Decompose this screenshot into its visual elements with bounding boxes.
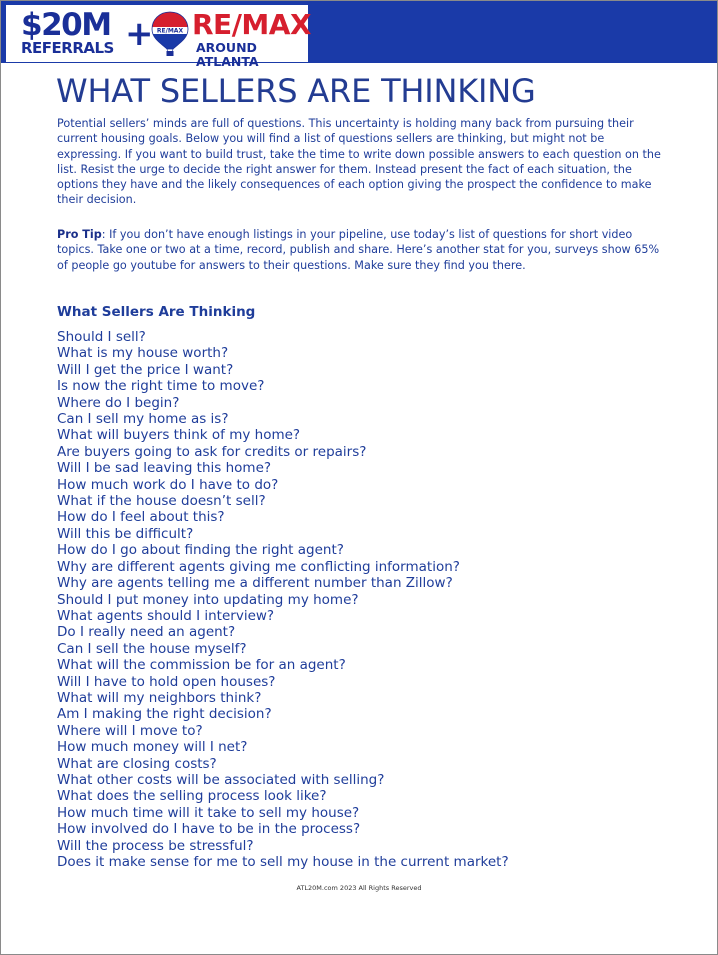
question-item: Should I sell? xyxy=(57,329,146,345)
question-item: How involved do I have to be in the process? xyxy=(57,821,361,838)
question-item: Where do I begin? xyxy=(57,394,180,411)
question-item: How much time will it take to sell my house? xyxy=(57,804,360,821)
question-item: Should I put money into updating my home? xyxy=(57,591,359,608)
question-item: What other costs will be associated with selling? xyxy=(57,771,385,788)
question-item: Do I really need an agent? xyxy=(57,624,236,641)
question-item: What does the selling process look like? xyxy=(57,788,327,805)
question-item: Will I be sad leaving this home? xyxy=(57,460,272,477)
question-item: What is my house worth? xyxy=(57,345,229,362)
question-item: How do I feel about this? xyxy=(57,509,225,526)
pro-tip-paragraph xyxy=(57,227,671,273)
questions-list xyxy=(57,329,509,870)
logo-remax: RE/MAX xyxy=(192,8,312,41)
question-item: How much money will I net? xyxy=(57,739,248,756)
question-item: Will the process be stressful? xyxy=(57,837,254,854)
question-item: Will this be difficult? xyxy=(57,525,194,542)
intro-paragraph: Potential sellers’ minds are full of questions. This uncertainty is holding many back from pursuing their current housing goals. Below you will find a list of questions sellers are thinking, but might not be expressing. If you want to build trust, take the time to write down possible answers to each question on the list. Resist the urge to decide the right answer for them. Instead present the fact of each situation, the options they have and the likely consequences of each option giving the prospect the confidence to make their decision. xyxy=(57,117,661,207)
question-item: Will I get the price I want? xyxy=(57,361,234,378)
page-title: WHAT SELLERS ARE THINKING xyxy=(56,72,536,110)
question-item: How do I go about finding the right agent? xyxy=(57,542,344,559)
question-item: How much work do I have to do? xyxy=(57,476,279,493)
question-item: What agents should I interview? xyxy=(57,607,275,624)
question-item: Why are different agents giving me conflicting information? xyxy=(57,558,460,575)
logo-plus: + xyxy=(125,14,154,54)
logo-around-atlanta: AROUND ATLANTA xyxy=(196,40,259,69)
question-item: What if the house doesn’t sell? xyxy=(57,493,266,510)
question-item: Are buyers going to ask for credits or repairs? xyxy=(57,443,367,460)
question-item: What will the commission be for an agent? xyxy=(57,657,346,674)
question-item: Can I sell the house myself? xyxy=(57,640,247,657)
header-bar xyxy=(1,1,717,69)
question-item: What are closing costs? xyxy=(57,755,217,772)
balloon-label: RE/MAX xyxy=(156,27,184,35)
logo-20m: $20M xyxy=(21,7,111,43)
question-item: What will buyers think of my home? xyxy=(57,427,301,444)
pro-tip-label: Pro Tip xyxy=(57,228,102,241)
section-heading: What Sellers Are Thinking xyxy=(57,304,256,320)
question-item: Is now the right time to move? xyxy=(57,378,265,395)
pro-tip-text: : If you don’t have enough listings in your pipeline, use today’s list of questions for short video topics. Take one or two at a time, record, publish and share. Here’s another stat for you, surveys show 65% of people go youtube for answers to their questions. Make sure they find you there. xyxy=(57,228,660,272)
question-item: Am I making the right decision? xyxy=(57,706,272,723)
logo-referrals: REFERRALS xyxy=(21,39,114,57)
footer-copyright: ATL20M.com 2023 All Rights Reserved xyxy=(296,884,422,892)
question-item: Where will I move to? xyxy=(57,722,203,739)
logo-box xyxy=(6,5,312,69)
remax-balloon-icon xyxy=(150,10,190,58)
question-item: Why are agents telling me a different number than Zillow? xyxy=(57,575,453,592)
question-item: Will I have to hold open houses? xyxy=(57,673,276,690)
question-item: Does it make sense for me to sell my house in the current market? xyxy=(57,854,509,870)
question-item: What will my neighbors think? xyxy=(57,689,262,706)
question-item: Can I sell my home as is? xyxy=(57,411,229,428)
